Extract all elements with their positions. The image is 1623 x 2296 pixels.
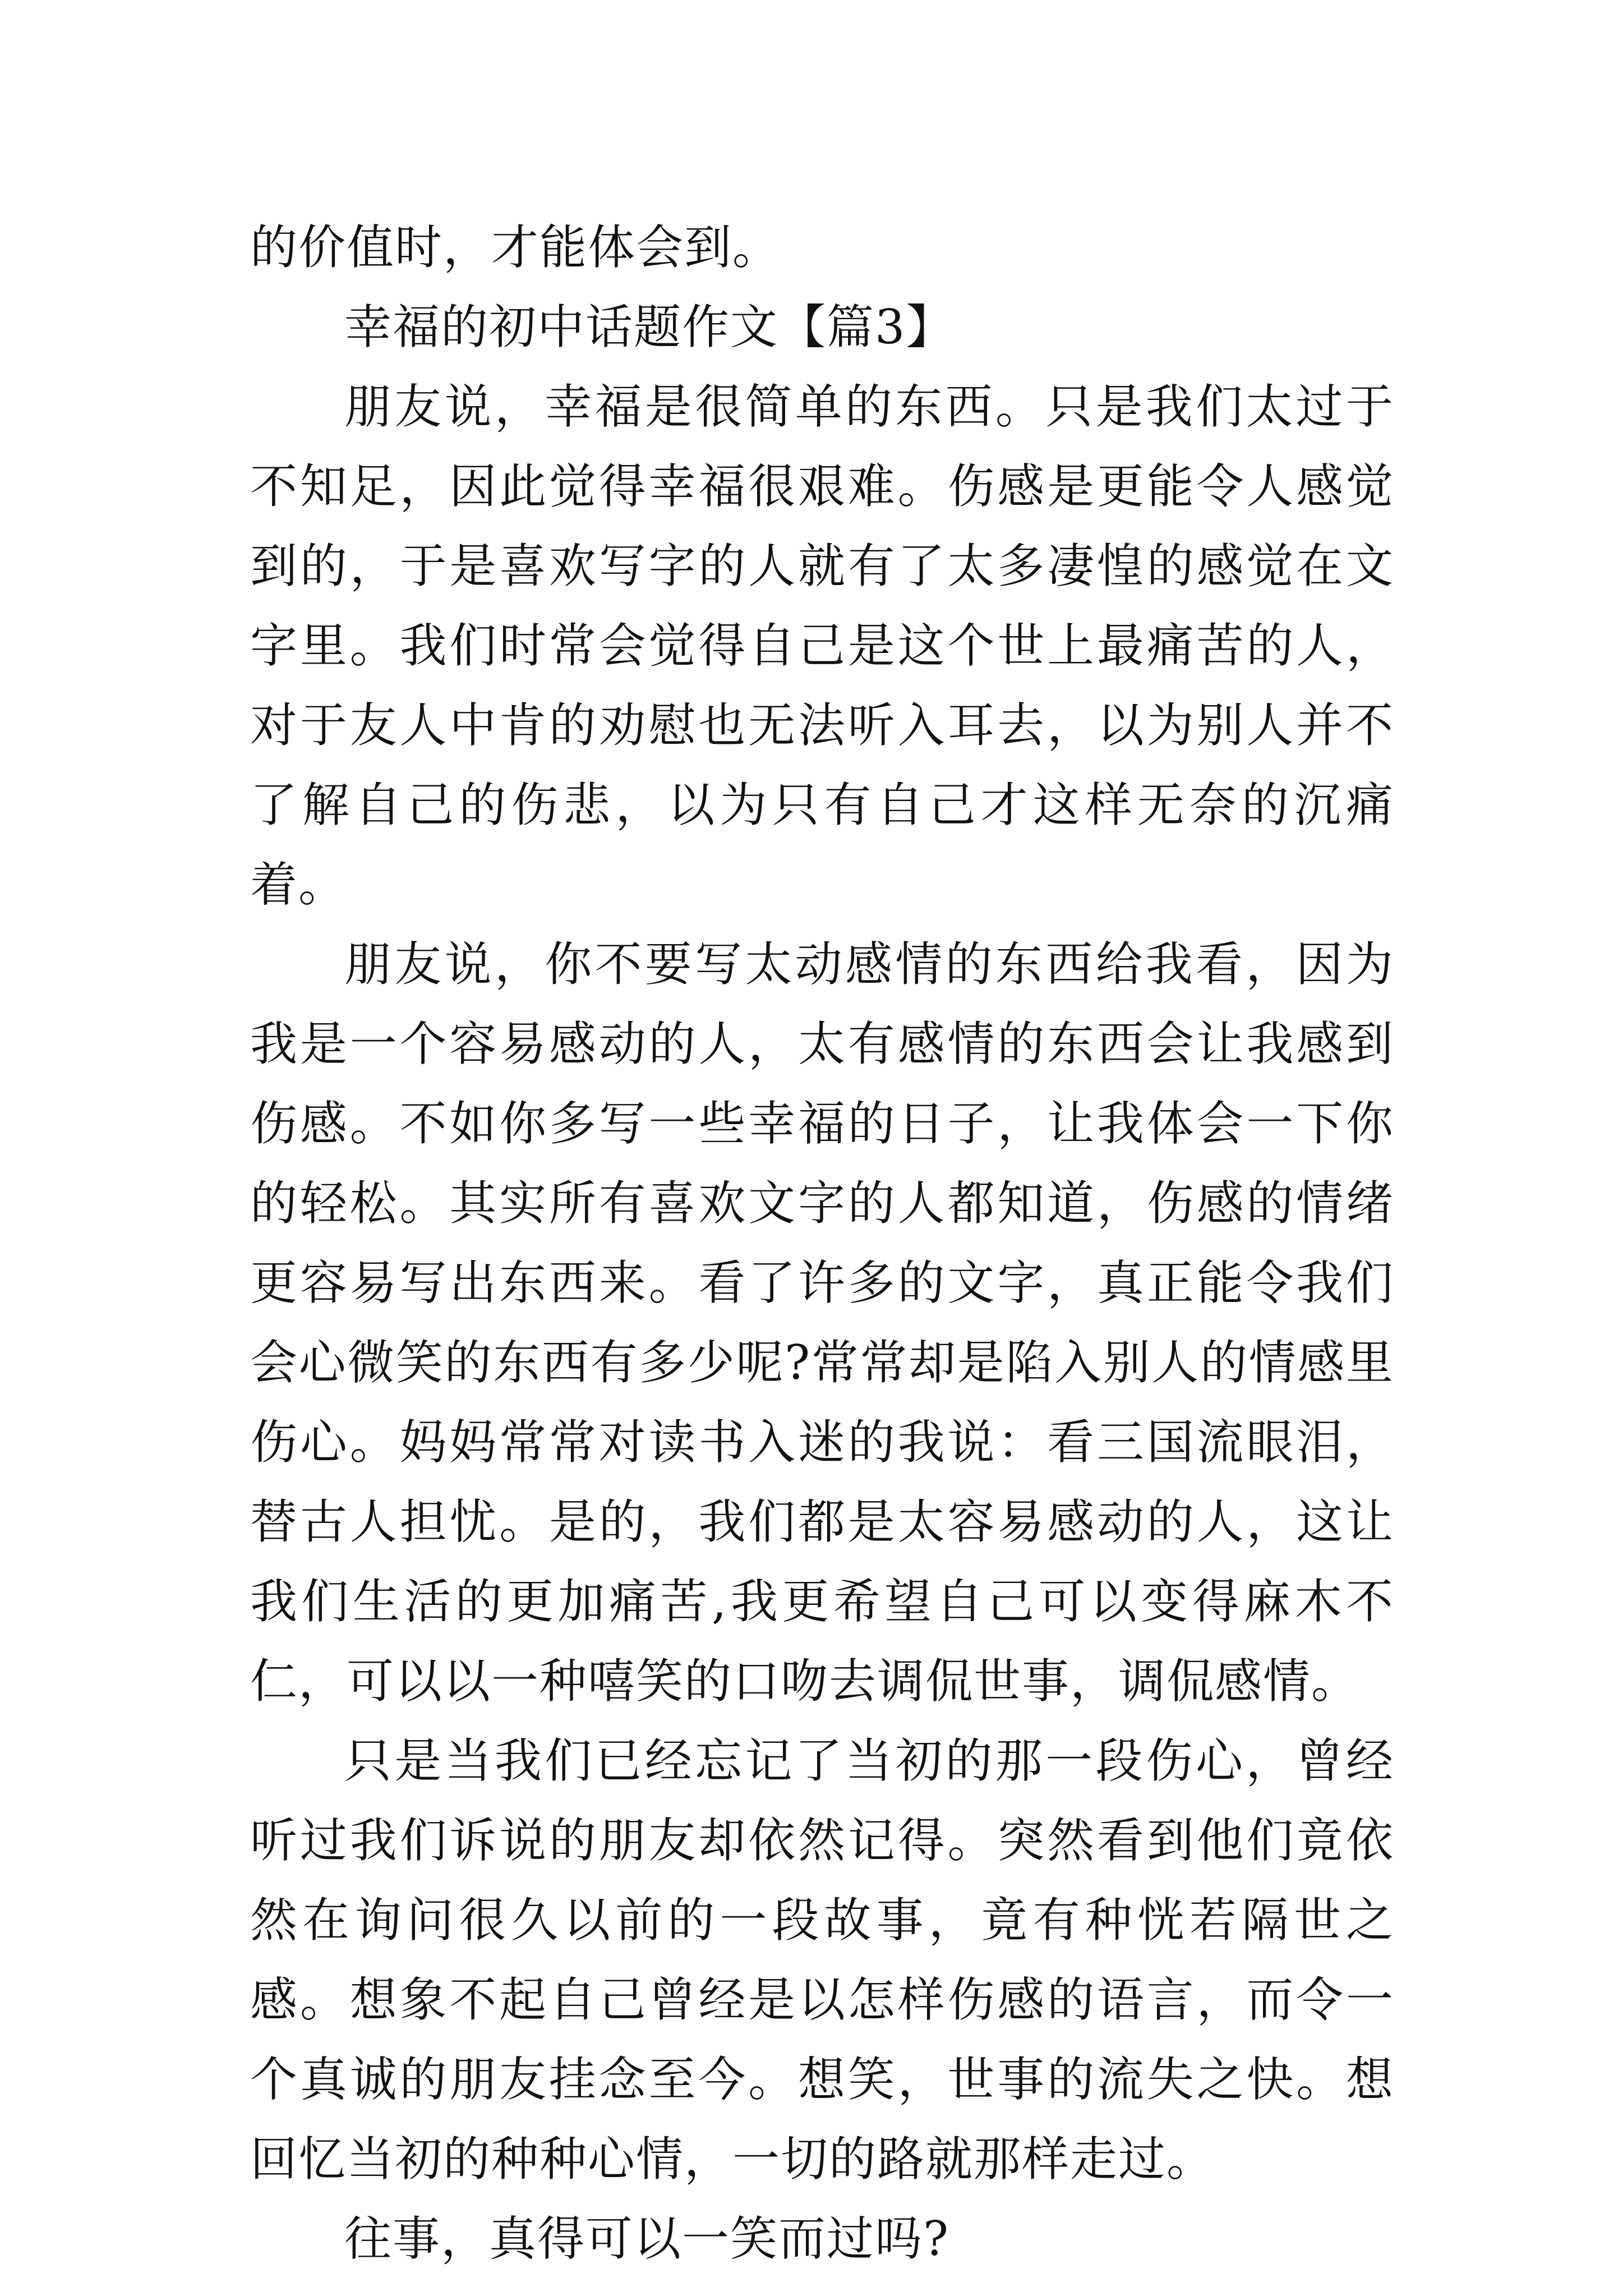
paragraph-continuation: 的价值时，才能体会到。 bbox=[250, 220, 781, 275]
paragraph: 只是当我们已经忘记了当初的那一段伤心，曾经听过我们诉说的朋友却依然记得。突然看到他们竟依然在询问很久以前的一段故事，竟有种恍若隔世之感。想象不起自己曾经是以怎样伤感的语言，而令一个真诚的朋友挂念至今。想笑，世事的流失之快。想回忆当初的种种心情，一切的路就那样走过。 bbox=[250, 1733, 1394, 2187]
paragraph: 朋友说，你不要写太动感情的东西给我看，因为我是一个容易感动的人，太有感情的东西会让我感到伤感。不如你多写一些幸福的日子，让我体会一下你的轻松。其实所有喜欢文字的人都知道，伤感的情绪更容易写出东西来。看了许多的文字，真正能令我们会心微笑的东西有多少呢?常常却是陷入别人的情感里伤心。妈妈常常对读书入迷的我说：看三国流眼泪，替古人担忧。是的，我们都是太容易感动的人，这让我们生活的更加痛苦,我更希望自己可以变得麻木不仁，可以以一种嘻笑的口吻去调侃世事，调侃感情。 bbox=[250, 937, 1394, 1709]
document-body bbox=[250, 208, 1394, 2279]
section-heading: 幸福的初中话题作文【篇3】 bbox=[344, 300, 955, 355]
paragraph: 往事，真得可以一笑而过吗? bbox=[344, 2211, 950, 2266]
paragraph: 朋友说，幸福是很简单的东西。只是我们太过于不知足，因此觉得幸福很艰难。伤感是更能令人感觉到的，于是喜欢写字的人就有了太多凄惶的感觉在文字里。我们时常会觉得自己是这个世上最痛苦的人，对于友人中肯的劝慰也无法听入耳去，以为别人并不了解自己的伤悲，以为只有自己才这样无奈的沉痛着。 bbox=[250, 379, 1394, 912]
